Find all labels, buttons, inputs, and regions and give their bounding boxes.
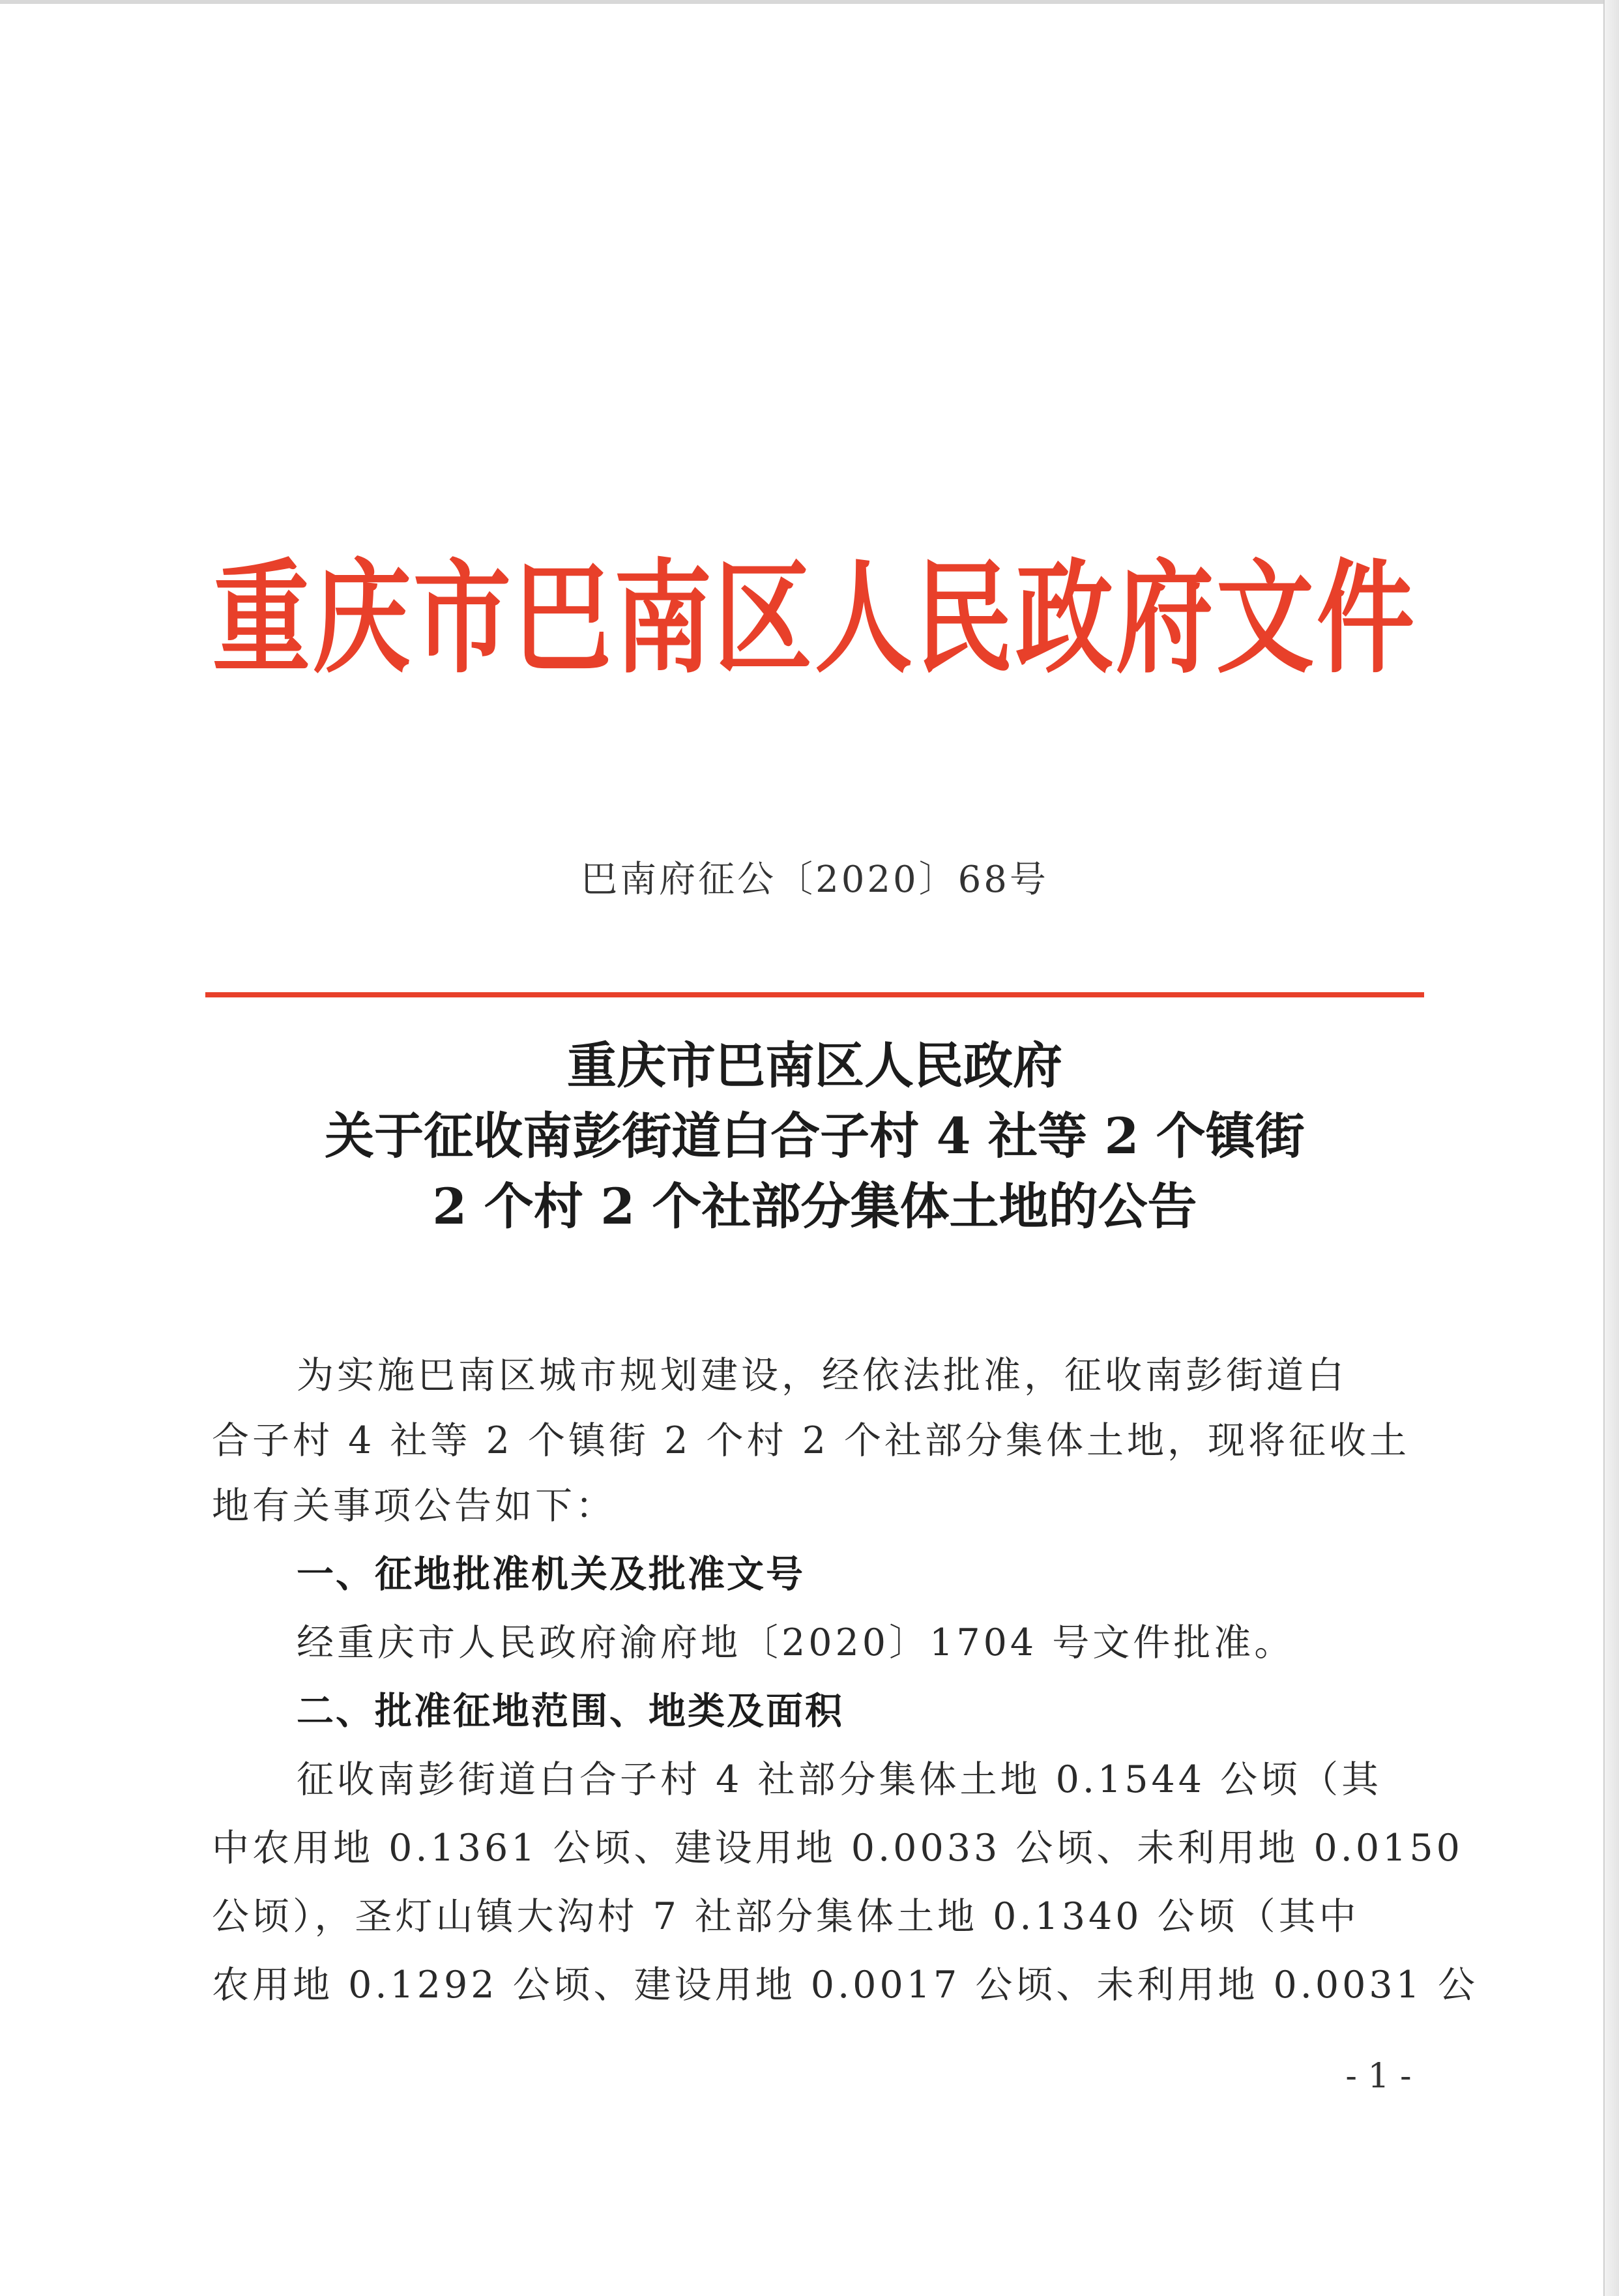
title-line-3: 2 个村 2 个社部分集体土地的公告 xyxy=(432,1177,1197,1235)
intro-line-3: 地有关事项公告如下： xyxy=(212,1484,616,1527)
section-1-text: 经重庆市人民政府渝府地〔2020〕1704 号文件批准。 xyxy=(297,1621,1295,1664)
section-2-heading: 二、批准征地范围、地类及面积 xyxy=(297,1690,844,1733)
document-masthead: 重庆市巴南区人民政府文件 xyxy=(212,548,1417,690)
page-number: - 1 - xyxy=(1345,2057,1412,2096)
intro-line-2: 合子村 4 社等 2 个镇街 2 个村 2 个社部分集体土地，现将征收土 xyxy=(212,1419,1410,1462)
section-2-line-3: 公顷），圣灯山镇大沟村 7 社部分集体土地 0.1340 公顷（其中 xyxy=(212,1895,1360,1938)
section-2-line-4: 农用地 0.1292 公顷、建设用地 0.0017 公顷、未利用地 0.0031 公 xyxy=(212,1964,1479,2007)
document-number: 巴南府征公〔2020〕68号 xyxy=(581,859,1049,901)
section-2-line-1: 征收南彭街道白合子村 4 社部分集体土地 0.1544 公顷（其 xyxy=(297,1758,1382,1801)
title-line-2: 关于征收南彭街道白合子村 4 社等 2 个镇街 xyxy=(325,1107,1305,1165)
section-2-line-2: 中农用地 0.1361 公顷、建设用地 0.0033 公顷、未利用地 0.0150 xyxy=(212,1827,1463,1870)
title-line-1: 重庆市巴南区人民政府 xyxy=(567,1037,1062,1095)
red-divider xyxy=(205,992,1424,997)
scan-edge-top xyxy=(0,0,1619,4)
section-1-heading: 一、征地批准机关及批准文号 xyxy=(297,1553,805,1596)
intro-line-1: 为实施巴南区城市规划建设，经依法批准，征收南彭街道白 xyxy=(297,1354,1347,1397)
scan-edge-right xyxy=(1603,0,1619,2296)
